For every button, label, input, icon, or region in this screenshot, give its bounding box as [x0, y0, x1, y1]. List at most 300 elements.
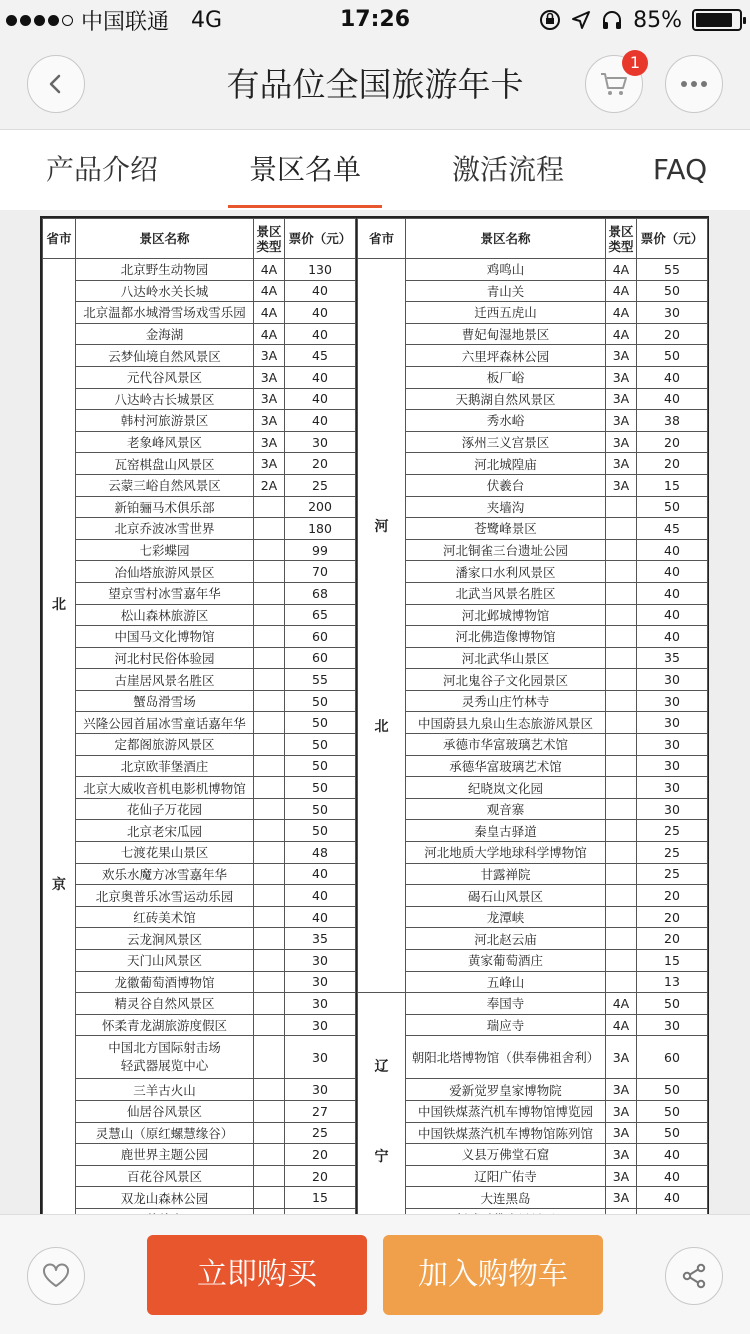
scenic-list-content[interactable] [0, 210, 750, 1214]
scenic-name: 云蒙三峪自然风景区 [76, 474, 254, 496]
scenic-name: 北京老宋瓜园 [76, 820, 254, 842]
scenic-type [254, 928, 285, 950]
scenic-type [254, 604, 285, 626]
scenic-type [254, 1079, 285, 1101]
scenic-type [254, 798, 285, 820]
table-row [358, 734, 708, 756]
scenic-name: 瓦窑棋盘山风景区 [76, 453, 254, 475]
cart-icon [599, 70, 629, 98]
table-row [358, 1014, 708, 1036]
cart-button[interactable] [585, 55, 643, 113]
scenic-type: 4A [606, 1014, 637, 1036]
table-row [358, 690, 708, 712]
scenic-name: 秦皇古驿道 [406, 820, 606, 842]
scenic-type [254, 885, 285, 907]
bottom-action-bar [0, 1214, 750, 1334]
table-row [358, 1122, 708, 1144]
table-row [358, 539, 708, 561]
share-button[interactable] [665, 1247, 723, 1305]
ticket-price: 20 [637, 323, 708, 345]
scenic-name: 六里坪森林公园 [406, 345, 606, 367]
status-bar [0, 0, 750, 40]
more-button[interactable] [665, 55, 723, 113]
scenic-type: 3A [254, 431, 285, 453]
scenic-type [254, 561, 285, 583]
table-row [43, 259, 356, 281]
scenic-type: 3A [254, 410, 285, 432]
province-char: 河 [374, 518, 389, 535]
ticket-price: 50 [637, 1122, 708, 1144]
table-row [43, 712, 356, 734]
ticket-price: 55 [285, 669, 356, 691]
ticket-price: 20 [285, 1144, 356, 1166]
scenic-type [254, 690, 285, 712]
scenic-name: 欢乐水魔方冰雪嘉年华 [76, 863, 254, 885]
table-row [358, 1187, 708, 1209]
ticket-price: 60 [285, 647, 356, 669]
scenic-name: 定都阁旅游风景区 [76, 734, 254, 756]
ticket-price: 30 [637, 302, 708, 324]
scenic-name: 北京野生动物园 [76, 259, 254, 281]
tab-activation[interactable]: 激活流程 [451, 153, 564, 186]
scenic-type: 4A [606, 302, 637, 324]
favorite-button[interactable] [27, 1247, 85, 1305]
scenic-type: 3A [606, 1100, 637, 1122]
tab-faq[interactable]: FAQ [652, 153, 708, 186]
scenic-name: 大连黑岛 [406, 1187, 606, 1209]
ticket-price: 30 [637, 798, 708, 820]
scenic-name: 百花谷风景区 [76, 1165, 254, 1187]
ticket-price: 38 [637, 410, 708, 432]
scenic-name: 八达岭水关长城 [76, 280, 254, 302]
header-type: 景区类型 [254, 219, 285, 259]
table-row [358, 259, 708, 281]
scenic-name: 河北城隍庙 [406, 453, 606, 475]
table-row [358, 345, 708, 367]
scenic-name: 精灵谷自然风景区 [76, 993, 254, 1015]
table-row [43, 993, 356, 1015]
scenic-type: 4A [606, 280, 637, 302]
scenic-type [606, 539, 637, 561]
table-row [43, 842, 356, 864]
scenic-name: 河北邺城博物馆 [406, 604, 606, 626]
scenic-name: 义县万佛堂石窟 [406, 1144, 606, 1166]
ticket-price: 70 [285, 561, 356, 583]
scenic-type [606, 777, 637, 799]
table-row [358, 1165, 708, 1187]
ticket-price: 50 [285, 712, 356, 734]
scenic-type [254, 582, 285, 604]
scenic-type: 3A [606, 1144, 637, 1166]
scenic-name: 老象峰风景区 [76, 431, 254, 453]
scenic-type [254, 712, 285, 734]
table-row [358, 842, 708, 864]
ticket-price: 30 [637, 734, 708, 756]
ticket-price: 20 [637, 885, 708, 907]
scenic-name: 双龙山森林公园 [76, 1187, 254, 1209]
table-row [43, 604, 356, 626]
table-row [358, 366, 708, 388]
scenic-name: 中国铁煤蒸汽机车博物馆博览园 [406, 1100, 606, 1122]
ticket-price: 50 [285, 798, 356, 820]
table-row [43, 561, 356, 583]
table-row [43, 345, 356, 367]
header-province: 省市 [358, 219, 406, 259]
scenic-type: 4A [254, 280, 285, 302]
scenic-name: 承德华富玻璃艺术馆 [406, 755, 606, 777]
ticket-price: 180 [285, 518, 356, 540]
scenic-type [606, 626, 637, 648]
scenic-type [254, 496, 285, 518]
scenic-name: 五峰山 [406, 971, 606, 993]
ticket-price: 25 [285, 1122, 356, 1144]
table-row [358, 626, 708, 648]
ticket-price: 13 [637, 971, 708, 993]
scenic-name: 曹妃甸湿地景区 [406, 323, 606, 345]
scenic-type [606, 928, 637, 950]
scenic-type [254, 820, 285, 842]
ticket-price: 20 [637, 453, 708, 475]
table-row [43, 323, 356, 345]
ticket-price: 40 [637, 582, 708, 604]
province-cell [43, 259, 76, 1231]
ticket-price: 48 [285, 842, 356, 864]
scenic-name: 河北村民俗体验园 [76, 647, 254, 669]
scenic-name: 蟹岛滑雪场 [76, 690, 254, 712]
tab-product-intro[interactable]: 产品介绍 [45, 153, 158, 186]
scenic-name: 观音寨 [406, 798, 606, 820]
scenic-type [254, 539, 285, 561]
table-row [43, 1014, 356, 1036]
scenic-type [606, 971, 637, 993]
scenic-type: 3A [606, 366, 637, 388]
table-row [358, 906, 708, 928]
ticket-price: 30 [637, 1014, 708, 1036]
scenic-name: 八达岭古长城景区 [76, 388, 254, 410]
beijing-scenic-table [42, 218, 356, 1231]
scenic-name: 松山森林旅游区 [76, 604, 254, 626]
table-row [43, 518, 356, 540]
scenic-name: 天门山风景区 [76, 950, 254, 972]
table-row [358, 755, 708, 777]
ticket-price: 50 [637, 993, 708, 1015]
table-row [358, 388, 708, 410]
ticket-price: 15 [637, 474, 708, 496]
rotation-lock-icon [539, 9, 561, 31]
table-row [358, 474, 708, 496]
scenic-name: 望京雪村冰雪嘉年华 [76, 582, 254, 604]
table-row [358, 431, 708, 453]
beijing-table [40, 216, 357, 1233]
network-label: 4G [191, 7, 223, 33]
table-row [43, 626, 356, 648]
scenic-name: 秀水峪 [406, 410, 606, 432]
scenic-type [606, 647, 637, 669]
ticket-price: 25 [637, 820, 708, 842]
table-row [358, 518, 708, 540]
ticket-price: 130 [285, 259, 356, 281]
ticket-price: 20 [637, 431, 708, 453]
ticket-price: 30 [637, 690, 708, 712]
location-icon [571, 10, 591, 30]
table-row [358, 993, 708, 1015]
ticket-price: 40 [637, 388, 708, 410]
ticket-price: 50 [285, 734, 356, 756]
scenic-type [606, 950, 637, 972]
ticket-price: 45 [637, 518, 708, 540]
ticket-price: 40 [637, 366, 708, 388]
scenic-type [254, 1144, 285, 1166]
scenic-type [606, 885, 637, 907]
scenic-type: 3A [606, 410, 637, 432]
scenic-name: 元代谷风景区 [76, 366, 254, 388]
scenic-name: 中国北方国际射击场 轻武器展览中心 [76, 1036, 254, 1079]
scenic-name: 北京乔波冰雪世界 [76, 518, 254, 540]
add-to-cart-button[interactable]: 加入购物车 [383, 1235, 603, 1315]
ticket-price: 50 [637, 1079, 708, 1101]
scenic-name: 奉国寺 [406, 993, 606, 1015]
ticket-price: 30 [285, 1036, 356, 1079]
scenic-type [254, 1014, 285, 1036]
ticket-price: 50 [285, 755, 356, 777]
scenic-type: 3A [606, 474, 637, 496]
table-row [43, 885, 356, 907]
nav-bar [0, 40, 750, 130]
ticket-price: 25 [637, 842, 708, 864]
ticket-price: 40 [285, 302, 356, 324]
table-row [43, 1036, 356, 1079]
table-row [43, 950, 356, 972]
scenic-type [254, 734, 285, 756]
status-time: 17:26 [339, 7, 411, 32]
table-row [43, 755, 356, 777]
table-row [43, 496, 356, 518]
header-price: 票价（元） [637, 219, 708, 259]
scenic-type [606, 842, 637, 864]
scenic-type [606, 798, 637, 820]
province-cell [358, 993, 406, 1230]
ticket-price: 50 [285, 820, 356, 842]
province-char: 辽 [374, 1059, 389, 1076]
ticket-price: 65 [285, 604, 356, 626]
battery-icon [692, 9, 742, 31]
back-button[interactable] [27, 55, 85, 113]
table-row [43, 539, 356, 561]
scenic-name: 古崖居风景名胜区 [76, 669, 254, 691]
scenic-type: 2A [254, 474, 285, 496]
scenic-type [606, 604, 637, 626]
scenic-name: 天鹅湖自然风景区 [406, 388, 606, 410]
ticket-price: 50 [637, 280, 708, 302]
scenic-type: 3A [606, 388, 637, 410]
scenic-type [254, 906, 285, 928]
scenic-type: 3A [606, 1187, 637, 1209]
scenic-name: 碣石山风景区 [406, 885, 606, 907]
ticket-price: 55 [637, 259, 708, 281]
table-row [43, 690, 356, 712]
table-row [358, 647, 708, 669]
table-row [358, 1036, 708, 1079]
scenic-type: 4A [606, 993, 637, 1015]
ticket-price: 30 [285, 431, 356, 453]
ticket-price: 40 [285, 906, 356, 928]
scenic-name: 河北地质大学地球科学博物馆 [406, 842, 606, 864]
page-title: 有品位全国旅游年卡 [226, 65, 524, 104]
table-row [43, 453, 356, 475]
hebei-liaoning-scenic-table [357, 218, 708, 1231]
scenic-type [606, 496, 637, 518]
share-icon [681, 1263, 707, 1289]
header-name: 景区名称 [406, 219, 606, 259]
scenic-type [254, 950, 285, 972]
scenic-name: 伏羲台 [406, 474, 606, 496]
scenic-name: 瑞应寺 [406, 1014, 606, 1036]
table-row [43, 582, 356, 604]
table-row [358, 1079, 708, 1101]
tab-scenic-list[interactable]: 景区名单 [248, 153, 361, 186]
ticket-price: 30 [637, 669, 708, 691]
table-row [358, 604, 708, 626]
scenic-type: 4A [254, 259, 285, 281]
ticket-price: 40 [637, 626, 708, 648]
scenic-name: 灵秀山庄竹林寺 [406, 690, 606, 712]
table-row [358, 798, 708, 820]
ticket-price: 40 [637, 1165, 708, 1187]
table-row [358, 496, 708, 518]
scenic-type [254, 993, 285, 1015]
scenic-type [606, 906, 637, 928]
scenic-name: 金海湖 [76, 323, 254, 345]
scenic-name: 北京奥普乐冰雪运动乐园 [76, 885, 254, 907]
cart-badge: 1 [622, 50, 648, 76]
buy-now-button[interactable]: 立即购买 [147, 1235, 367, 1315]
scenic-type [254, 777, 285, 799]
status-right [539, 0, 742, 40]
ticket-price: 40 [637, 1144, 708, 1166]
scenic-name: 甘露禅院 [406, 863, 606, 885]
scenic-type: 3A [254, 388, 285, 410]
scenic-type [254, 755, 285, 777]
ticket-price: 60 [285, 626, 356, 648]
tab-bar [0, 130, 750, 210]
ticket-price: 99 [285, 539, 356, 561]
scenic-name: 板厂峪 [406, 366, 606, 388]
ticket-price: 40 [285, 280, 356, 302]
ticket-price: 20 [637, 928, 708, 950]
ticket-price: 40 [285, 388, 356, 410]
scenic-name: 爱新觉罗皇家博物院 [406, 1079, 606, 1101]
scenic-type [606, 669, 637, 691]
heart-icon [42, 1263, 70, 1289]
scenic-name: 花仙子万花园 [76, 798, 254, 820]
scenic-type [606, 863, 637, 885]
table-row [358, 323, 708, 345]
scenic-type [254, 842, 285, 864]
table-row [43, 280, 356, 302]
table-row [43, 798, 356, 820]
ticket-price: 30 [637, 712, 708, 734]
scenic-name: 三羊古火山 [76, 1079, 254, 1101]
ticket-price: 30 [637, 777, 708, 799]
scenic-type: 3A [606, 1079, 637, 1101]
table-row [43, 777, 356, 799]
ticket-price: 30 [285, 1014, 356, 1036]
header-price: 票价（元） [285, 219, 356, 259]
scenic-name: 鹿世界主题公园 [76, 1144, 254, 1166]
ticket-price: 35 [637, 647, 708, 669]
table-row [358, 561, 708, 583]
scenic-name: 韩村河旅游景区 [76, 410, 254, 432]
ticket-price: 35 [285, 928, 356, 950]
ticket-price: 40 [285, 323, 356, 345]
scenic-type: 3A [606, 431, 637, 453]
active-tab-indicator [228, 205, 382, 208]
scenic-type [254, 1100, 285, 1122]
ticket-price: 60 [637, 1036, 708, 1079]
scenic-name: 河北佛造像博物馆 [406, 626, 606, 648]
ticket-price: 50 [285, 690, 356, 712]
scenic-name: 怀柔青龙湖旅游度假区 [76, 1014, 254, 1036]
scenic-type: 4A [606, 323, 637, 345]
scenic-name: 北京温都水城滑雪场戏雪乐园 [76, 302, 254, 324]
header-province: 省市 [43, 219, 76, 259]
scenic-name: 鸡鸣山 [406, 259, 606, 281]
table-row [43, 906, 356, 928]
table-row [358, 820, 708, 842]
scenic-name: 中国马文化博物馆 [76, 626, 254, 648]
scenic-type [254, 1165, 285, 1187]
table-row [43, 1122, 356, 1144]
ticket-price: 50 [637, 1100, 708, 1122]
province-char: 京 [52, 877, 66, 894]
table-row [358, 712, 708, 734]
table-row [43, 388, 356, 410]
scenic-name: 中国蔚县九泉山生态旅游风景区 [406, 712, 606, 734]
scenic-type: 3A [254, 366, 285, 388]
scenic-type [606, 712, 637, 734]
scenic-name: 涿州三义宫景区 [406, 431, 606, 453]
scenic-type: 3A [606, 345, 637, 367]
scenic-name: 辽阳广佑寺 [406, 1165, 606, 1187]
scenic-type [606, 820, 637, 842]
table-row [358, 1144, 708, 1166]
table-row [43, 669, 356, 691]
table-row [358, 582, 708, 604]
scenic-type [606, 582, 637, 604]
table-row [358, 863, 708, 885]
ticket-price: 40 [637, 604, 708, 626]
scenic-type: 3A [606, 1122, 637, 1144]
scenic-type [606, 734, 637, 756]
header-name: 景区名称 [76, 219, 254, 259]
ticket-price: 20 [285, 453, 356, 475]
scenic-type [254, 669, 285, 691]
table-row [43, 863, 356, 885]
scenic-name: 黄家葡萄酒庄 [406, 950, 606, 972]
table-row [43, 734, 356, 756]
ticket-price: 50 [637, 345, 708, 367]
more-icon [679, 80, 709, 88]
scenic-name: 承德市华富玻璃艺术馆 [406, 734, 606, 756]
scenic-type [254, 626, 285, 648]
scenic-type [606, 690, 637, 712]
scenic-type [254, 863, 285, 885]
scenic-name: 红砖美术馆 [76, 906, 254, 928]
scenic-name: 夹墙沟 [406, 496, 606, 518]
table-row [43, 1079, 356, 1101]
ticket-price: 20 [285, 1165, 356, 1187]
scenic-type: 4A [254, 302, 285, 324]
